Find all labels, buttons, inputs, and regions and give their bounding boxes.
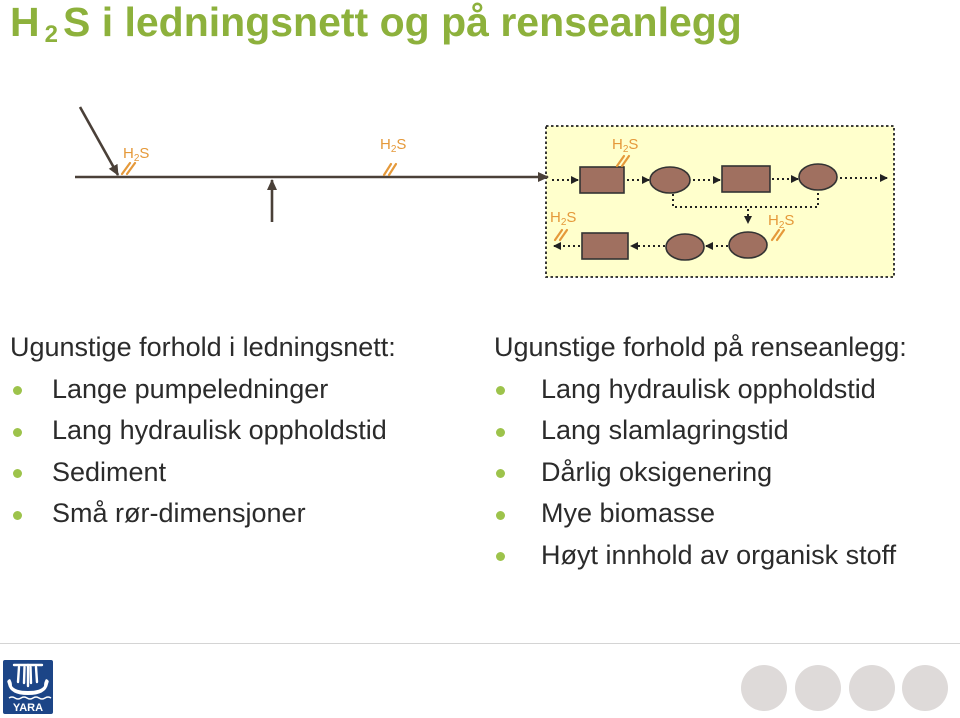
process-unit-ellipse <box>650 167 690 193</box>
title-rest: S i ledningsnett og på renseanlegg <box>62 0 742 45</box>
process-unit-rect <box>722 166 770 192</box>
process-unit-rect <box>580 167 624 193</box>
bullet-dot-icon <box>496 469 505 478</box>
h2s-label-s: S <box>566 209 577 226</box>
list-item-text: Dårlig oksigenering <box>541 456 773 487</box>
bullet-dot-icon <box>13 386 22 395</box>
bullet-dot-icon <box>13 511 22 520</box>
bullet-dot-icon <box>13 469 22 478</box>
sewer-conditions-column <box>10 327 480 535</box>
h2s-release-mark <box>384 164 396 175</box>
footer-circle <box>795 665 841 711</box>
footer-circle <box>849 665 895 711</box>
list-item-text: Sediment <box>52 456 167 487</box>
footer-divider <box>0 643 960 644</box>
h2s-label <box>123 145 149 164</box>
title-prefix: H <box>10 0 40 45</box>
yara-logo-icon <box>3 660 53 714</box>
bullet-dot-icon <box>496 428 505 437</box>
list-item <box>494 369 956 411</box>
list-item-text: Lang slamlagringstid <box>541 415 789 446</box>
list-item-text: Lang hydraulisk oppholdstid <box>52 415 387 446</box>
list-item <box>10 493 480 535</box>
plant-conditions-heading: Ugunstige forhold på renseanlegg: <box>494 332 907 362</box>
h2s-label-s: S <box>628 136 639 153</box>
process-unit-ellipse <box>799 164 837 190</box>
h2s-release-mark <box>122 163 135 174</box>
h2s-label-h: H <box>380 136 391 153</box>
list-item-text: Lange pumpeledninger <box>52 373 329 404</box>
process-unit-ellipse <box>729 232 767 258</box>
title-subscript: 2 <box>44 21 58 48</box>
h2s-label-sub: 2 <box>133 153 140 164</box>
h2s-label <box>380 136 406 155</box>
h2s-label-sub: 2 <box>560 217 567 228</box>
slide-title <box>10 0 742 51</box>
list-item <box>494 493 956 535</box>
h2s-label-sub: 2 <box>622 144 629 155</box>
footer-circle <box>741 665 787 711</box>
plant-conditions-column <box>494 327 956 577</box>
logo-wordmark: YARA <box>12 702 44 714</box>
list-item-text: Høyt innhold av organisk stoff <box>541 539 897 570</box>
h2s-label-s: S <box>396 136 407 153</box>
list-item <box>494 452 956 494</box>
h2s-label-s: S <box>139 145 150 162</box>
sewer-conditions-list <box>10 369 480 535</box>
process-unit-ellipse <box>666 234 704 260</box>
list-item-text: Mye biomasse <box>541 498 716 529</box>
h2s-label-s: S <box>784 212 795 229</box>
h2s-label-sub: 2 <box>778 220 785 231</box>
h2s-label-h: H <box>123 145 134 162</box>
inflow-arrow <box>80 107 118 175</box>
sewer-conditions-heading: Ugunstige forhold i ledningsnett: <box>10 332 396 362</box>
list-item <box>10 410 480 452</box>
h2s-label-sub: 2 <box>390 144 397 155</box>
h2s-label-h: H <box>612 136 623 153</box>
list-item-text: Lang hydraulisk oppholdstid <box>541 373 876 404</box>
list-item <box>494 410 956 452</box>
h2s-label-h: H <box>550 209 561 226</box>
bullet-dot-icon <box>496 552 505 561</box>
bullet-dot-icon <box>496 511 505 520</box>
h2s-label-h: H <box>768 212 779 229</box>
bullet-dot-icon <box>496 386 505 395</box>
list-item <box>10 369 480 411</box>
list-item <box>10 452 480 494</box>
plant-conditions-list <box>494 369 956 577</box>
process-unit-rect <box>582 233 628 259</box>
list-item-text: Små rør-dimensjoner <box>52 498 306 529</box>
footer-circle <box>902 665 948 711</box>
bullet-dot-icon <box>13 428 22 437</box>
list-item <box>494 535 956 577</box>
